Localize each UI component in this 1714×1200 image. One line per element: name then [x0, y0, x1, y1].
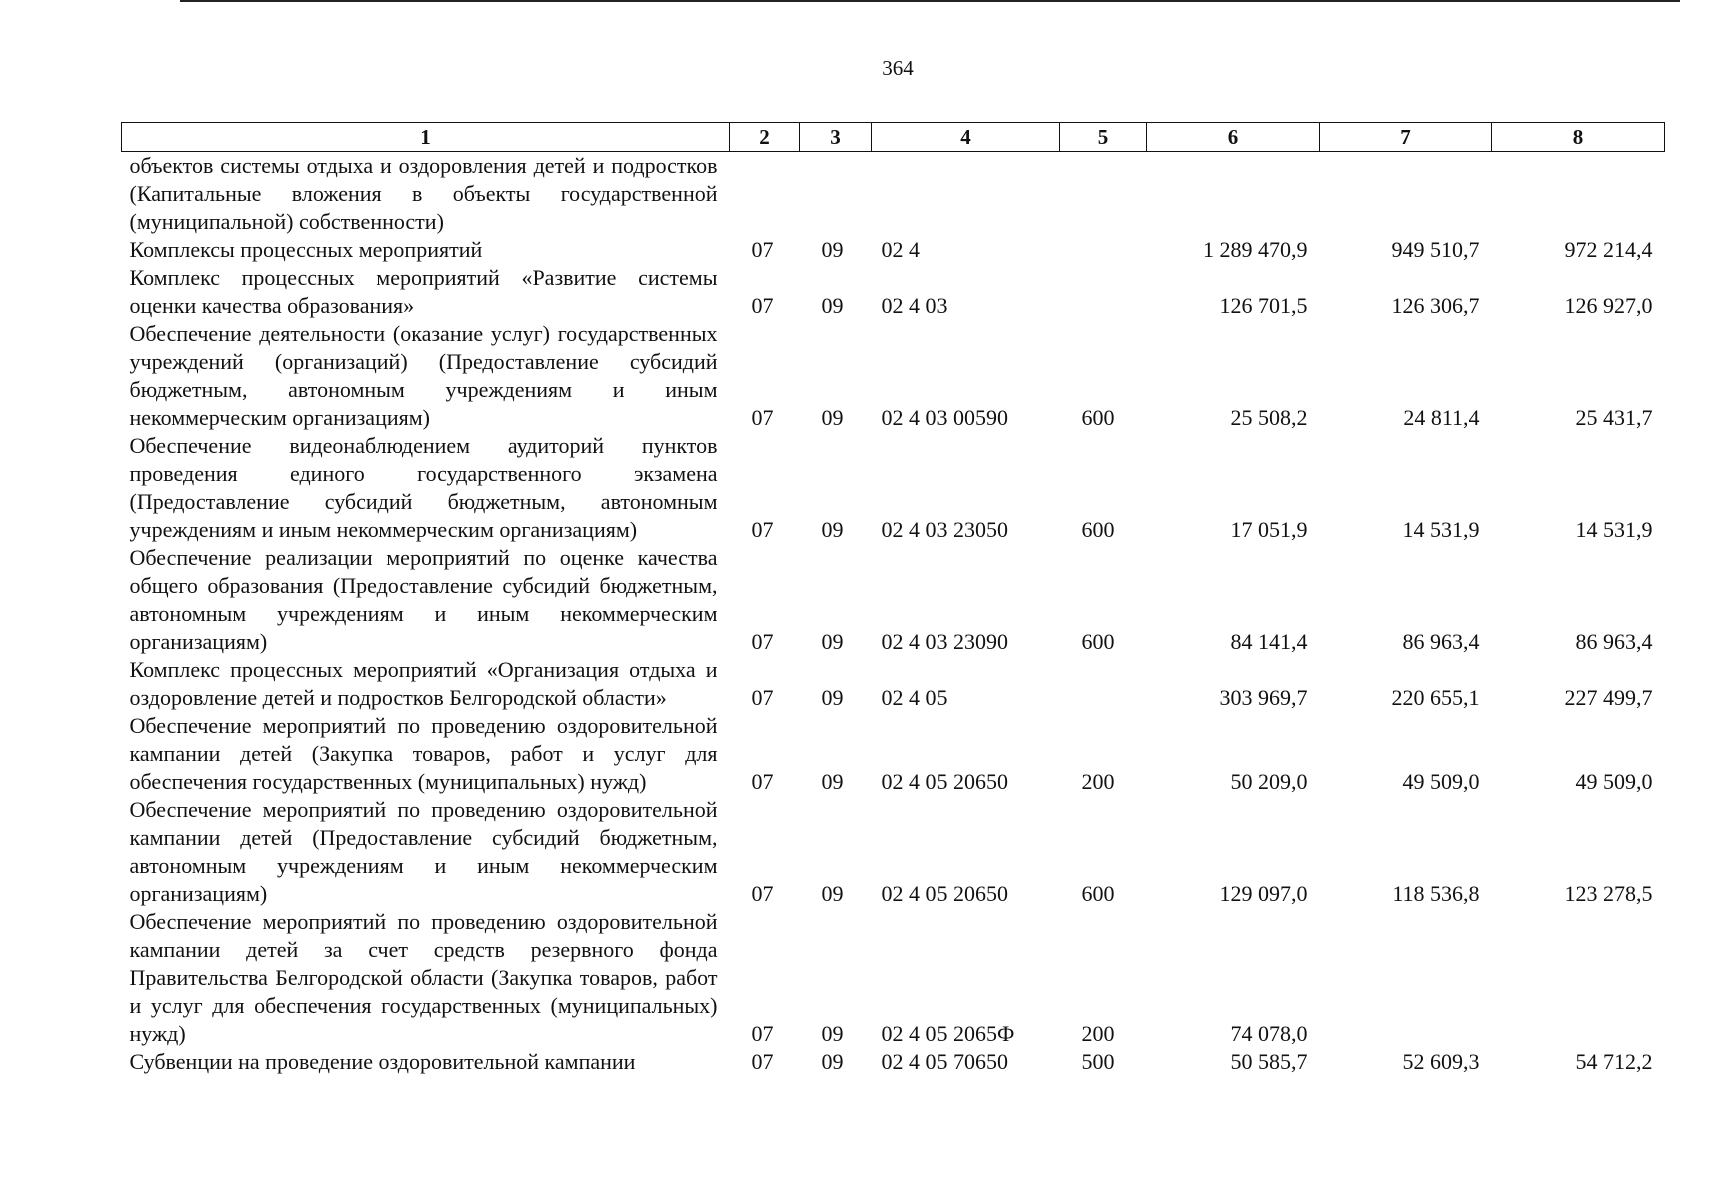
row-section-code [730, 152, 800, 237]
row-target-article: 02 4 05 20650 [881, 769, 1008, 794]
row-amount-col7: 14 531,9 [1402, 517, 1480, 542]
table-row [122, 796, 1665, 908]
row-amount-col8: 126 927,0 [1564, 293, 1653, 318]
row-section-code: 07 [751, 293, 774, 318]
row-subsection-code: 09 [821, 769, 844, 794]
row-description: Комплекс процессных мероприятий «Развитие системы оценки качества образования» [129, 265, 718, 318]
row-amount-col7: 49 509,0 [1402, 769, 1480, 794]
page-number: 364 [882, 56, 914, 80]
row-subsection-code: 09 [821, 1049, 844, 1074]
table-row [122, 432, 1665, 544]
header-col-2: 2 [730, 123, 800, 152]
row-amount-col7: 126 306,7 [1391, 293, 1480, 318]
row-subsection-code: 09 [821, 685, 844, 710]
row-target-article: 02 4 [881, 237, 920, 262]
row-section-code: 07 [751, 1049, 774, 1074]
row-amount-col8: 123 278,5 [1564, 881, 1653, 906]
table-row [122, 264, 1665, 320]
row-amount-col8 [1492, 152, 1665, 237]
row-subsection-code: 09 [821, 405, 844, 430]
header-row [122, 123, 1665, 152]
header-col-4: 4 [872, 123, 1060, 152]
row-subsection-code: 09 [821, 237, 844, 262]
budget-table [121, 122, 1665, 1076]
table-row [122, 1048, 1665, 1076]
row-amount-col6: 303 969,7 [1219, 685, 1308, 710]
row-amount-col6: 84 141,4 [1230, 629, 1308, 654]
row-amount-col7 [1320, 152, 1492, 237]
row-target-article: 02 4 03 23050 [881, 517, 1008, 542]
table-row [122, 908, 1665, 1048]
row-expense-type [1060, 656, 1147, 712]
row-description: Субвенции на проведение оздоровительной кампании [129, 1049, 636, 1074]
row-subsection-code [800, 152, 872, 237]
row-target-article: 02 4 05 20650 [881, 881, 1008, 906]
table-row [122, 544, 1665, 656]
row-subsection-code: 09 [821, 629, 844, 654]
row-amount-col6: 74 078,0 [1230, 1021, 1308, 1046]
row-description: объектов системы отдыха и оздоровления детей и подростков (Капитальные вложения в объекты государственной (муниципальной) собственности) [129, 153, 718, 234]
table-row [122, 152, 1665, 237]
row-amount-col6 [1147, 152, 1320, 237]
row-target-article [872, 152, 1060, 237]
row-subsection-code: 09 [821, 293, 844, 318]
row-description: Комплексы процессных мероприятий [129, 237, 483, 262]
row-expense-type: 200 [1081, 769, 1115, 794]
row-expense-type [1060, 236, 1147, 264]
row-section-code: 07 [751, 405, 774, 430]
row-amount-col6: 126 701,5 [1219, 293, 1308, 318]
row-amount-col8: 49 509,0 [1575, 769, 1653, 794]
row-amount-col6: 129 097,0 [1219, 881, 1308, 906]
header-col-5: 5 [1060, 123, 1147, 152]
table-row [122, 320, 1665, 432]
row-amount-col8: 972 214,4 [1564, 237, 1653, 262]
row-target-article: 02 4 05 70650 [881, 1049, 1008, 1074]
row-amount-col7: 52 609,3 [1402, 1049, 1480, 1074]
row-amount-col6: 1 289 470,9 [1203, 237, 1308, 262]
table-row [122, 712, 1665, 796]
row-expense-type: 200 [1081, 1021, 1115, 1046]
row-amount-col8: 14 531,9 [1575, 517, 1653, 542]
row-amount-col6: 17 051,9 [1230, 517, 1308, 542]
header-col-8: 8 [1492, 123, 1665, 152]
row-section-code: 07 [751, 769, 774, 794]
header-col-3: 3 [800, 123, 872, 152]
row-section-code: 07 [751, 517, 774, 542]
row-description: Обеспечение мероприятий по проведению оздоровительной кампании детей (Закупка товаров, работ и услуг для обеспечения государственных (муниципальных) нужд) [129, 713, 718, 794]
row-amount-col8: 86 963,4 [1575, 629, 1653, 654]
row-expense-type: 500 [1081, 1049, 1115, 1074]
row-target-article: 02 4 03 00590 [881, 405, 1008, 430]
row-amount-col7: 86 963,4 [1402, 629, 1480, 654]
row-expense-type [1060, 152, 1147, 237]
row-target-article: 02 4 05 2065Ф [881, 1021, 1015, 1046]
row-target-article: 02 4 05 [881, 685, 948, 710]
row-section-code: 07 [751, 881, 774, 906]
row-expense-type: 600 [1081, 629, 1115, 654]
row-amount-col6: 25 508,2 [1230, 405, 1308, 430]
row-description: Обеспечение реализации мероприятий по оценке качества общего образования (Предоставление субсидий бюджетным, автономным учреждениям и иным некоммерческим организациям) [129, 545, 718, 654]
row-expense-type: 600 [1081, 517, 1115, 542]
row-subsection-code: 09 [821, 517, 844, 542]
row-amount-col8: 227 499,7 [1564, 685, 1653, 710]
row-description: Обеспечение мероприятий по проведению оздоровительной кампании детей (Предоставление субсидий бюджетным, автономным учреждениям и иным некоммерческим организациям) [129, 797, 718, 906]
header-col-7: 7 [1320, 123, 1492, 152]
row-section-code: 07 [751, 629, 774, 654]
row-section-code: 07 [751, 1021, 774, 1046]
row-amount-col8 [1492, 908, 1665, 1048]
row-target-article: 02 4 03 23090 [881, 629, 1008, 654]
row-section-code: 07 [751, 685, 774, 710]
row-expense-type: 600 [1081, 405, 1115, 430]
row-amount-col6: 50 209,0 [1230, 769, 1308, 794]
table-row [122, 236, 1665, 264]
row-amount-col8: 54 712,2 [1575, 1049, 1653, 1074]
row-section-code: 07 [751, 237, 774, 262]
row-amount-col7: 949 510,7 [1391, 237, 1480, 262]
row-description: Обеспечение деятельности (оказание услуг) государственных учреждений (организаций) (Предоставление субсидий бюджетным, автономным учреждениям и иным некоммерческим организациям) [129, 321, 718, 430]
row-amount-col7: 118 536,8 [1392, 881, 1480, 906]
row-amount-col8: 25 431,7 [1575, 405, 1653, 430]
row-amount-col6: 50 585,7 [1230, 1049, 1308, 1074]
row-expense-type [1060, 264, 1147, 320]
row-expense-type: 600 [1081, 881, 1115, 906]
row-target-article: 02 4 03 [881, 293, 948, 318]
table-row [122, 656, 1665, 712]
row-subsection-code: 09 [821, 881, 844, 906]
page-top-border [180, 0, 1680, 2]
row-amount-col7: 24 811,4 [1403, 405, 1480, 430]
table-body [122, 152, 1665, 1077]
row-amount-col7 [1320, 908, 1492, 1048]
header-col-1: 1 [122, 123, 730, 152]
header-col-6: 6 [1147, 123, 1320, 152]
row-amount-col7: 220 655,1 [1391, 685, 1480, 710]
table-header [122, 123, 1665, 152]
row-description: Комплекс процессных мероприятий «Организация отдыха и оздоровление детей и подростков Белгородской области» [129, 657, 718, 710]
row-description: Обеспечение мероприятий по проведению оздоровительной кампании детей за счет средств резервного фонда Правительства Белгородской области (Закупка товаров, работ и услуг для обеспечения государственных (муниципальных) нужд) [129, 909, 718, 1046]
row-description: Обеспечение видеонаблюдением аудиторий пунктов проведения единого государственного экзамена (Предоставление субсидий бюджетным, автономным учреждениям и иным некоммерческим организациям) [129, 433, 718, 542]
row-subsection-code: 09 [821, 1021, 844, 1046]
